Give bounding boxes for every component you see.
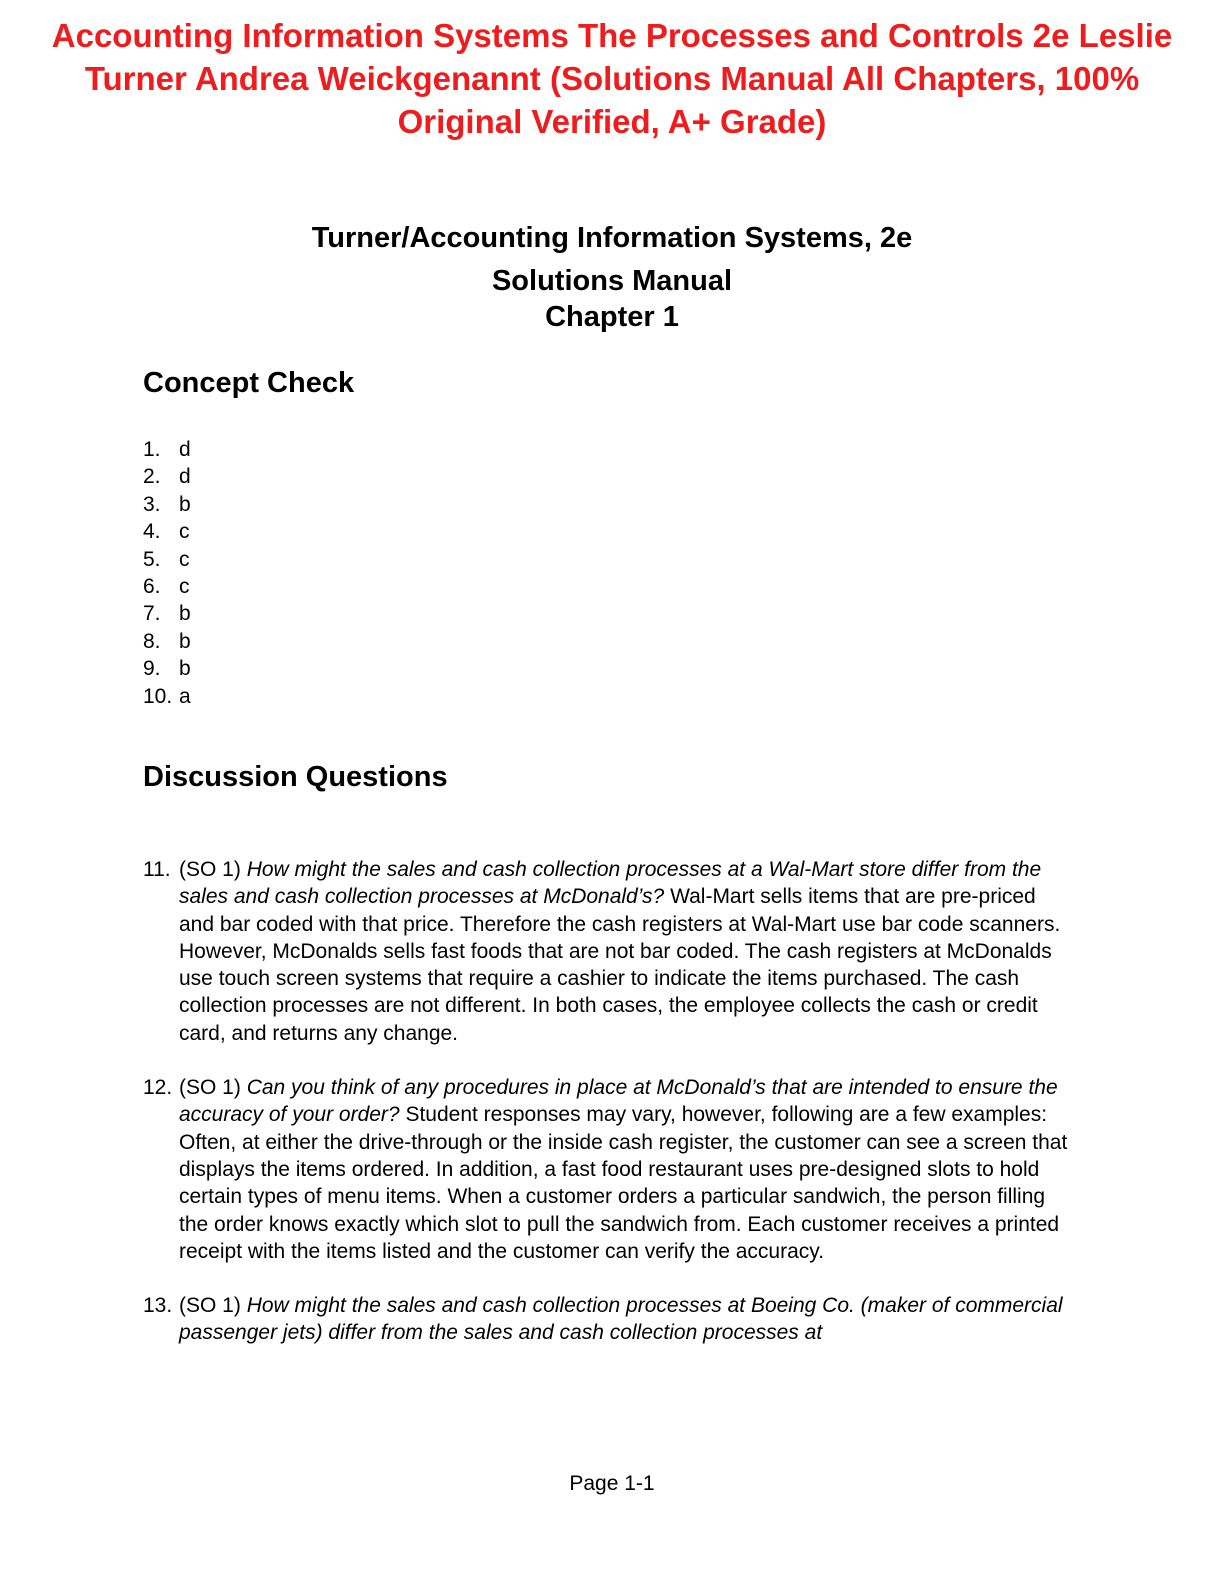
answer-number: 6. [143, 575, 161, 599]
question-number: 13. [143, 1294, 173, 1318]
answer-letter: d [179, 438, 191, 461]
manual-title: Solutions Manual [491, 265, 733, 297]
question-number: 12. [143, 1076, 173, 1100]
answer-number: 5. [143, 547, 161, 571]
answer-number: 3. [143, 492, 161, 516]
study-objective-tag: (SO 1) [179, 1294, 241, 1318]
answer-item [143, 655, 191, 682]
question-text: Can you think of any procedures in place at McDonald’s that are intended to ensure the accuracy of your order? [179, 1076, 1058, 1127]
answer-number: 1. [143, 438, 161, 461]
document-banner-title: Accounting Information Systems The Processes and Controls 2e Leslie Turner Andrea Weickgenannt (Solutions Manual All Chapters, 100% Original Verified, A+ Grade) [51, 17, 1173, 140]
book-title: Turner/Accounting Information Systems, 2e [311, 222, 913, 254]
answer-item [143, 600, 191, 627]
answer-letter: b [179, 657, 191, 681]
answer-letter: b [179, 602, 191, 626]
answer-item [143, 573, 191, 600]
answer-text: Wal-Mart sells items that are pre-priced and bar coded with that price. Therefore the cash registers at Wal-Mart use bar code scanners. However, McDonalds sells fast foods that are not bar coded. The cash registers at McDonalds use touch screen systems that require a cashier to indicate the items purchased. The cash collection processes are not different. In both cases, the employee collects the cash or credit card, and returns any change. [179, 885, 1061, 1045]
answer-number: 8. [143, 629, 161, 653]
page-number: Page 1-1 [569, 1472, 655, 1495]
answer-item [143, 546, 191, 573]
chapter-title: Chapter 1 [545, 301, 679, 333]
answer-letter: d [179, 465, 191, 489]
answer-letter: c [179, 575, 190, 599]
answer-letter: a [179, 684, 191, 708]
answer-item [143, 491, 191, 518]
answer-number: 7. [143, 602, 161, 626]
discussion-questions-heading: Discussion Questions [143, 761, 448, 793]
answer-letter: b [179, 492, 191, 516]
concept-check-heading: Concept Check [143, 367, 355, 399]
discussion-question-item [143, 1074, 1073, 1265]
study-objective-tag: (SO 1) [179, 1076, 241, 1100]
study-objective-tag: (SO 1) [179, 858, 241, 881]
answer-letter: c [179, 547, 190, 571]
answer-item [143, 463, 191, 490]
answer-number: 2. [143, 465, 161, 489]
answer-item [143, 628, 191, 655]
answer-number: 4. [143, 520, 161, 544]
answer-item [143, 518, 191, 545]
answer-letter: c [179, 520, 190, 544]
discussion-question-list [143, 856, 1073, 1374]
discussion-question-item [143, 1292, 1073, 1347]
answer-text: Student responses may vary, however, following are a few examples: Often, at either the drive-through or the inside cash register, the customer can see a screen that displays the items ordered. In addition, a fast food restaurant uses pre-designed slots to hold certain types of menu items. When a customer orders a particular sandwich, the person filling the order knows exactly which slot to pull the sandwich from. Each customer receives a printed receipt with the items listed and the customer can verify the accuracy. [179, 1103, 1068, 1263]
answer-letter: b [179, 629, 191, 653]
question-text: How might the sales and cash collection processes at a Wal-Mart store differ from the sales and cash collection processes at McDonald’s? [179, 858, 1042, 909]
concept-check-answer-list [143, 436, 191, 710]
answer-number: 10. [143, 684, 173, 708]
answer-item [143, 683, 191, 710]
question-text: How might the sales and cash collection processes at Boeing Co. (maker of commercial passenger jets) differ from the sales and cash collection processes at [179, 1294, 1063, 1345]
answer-item [143, 436, 191, 463]
answer-number: 9. [143, 657, 161, 681]
discussion-question-item [143, 856, 1073, 1047]
question-number: 11. [143, 858, 171, 881]
